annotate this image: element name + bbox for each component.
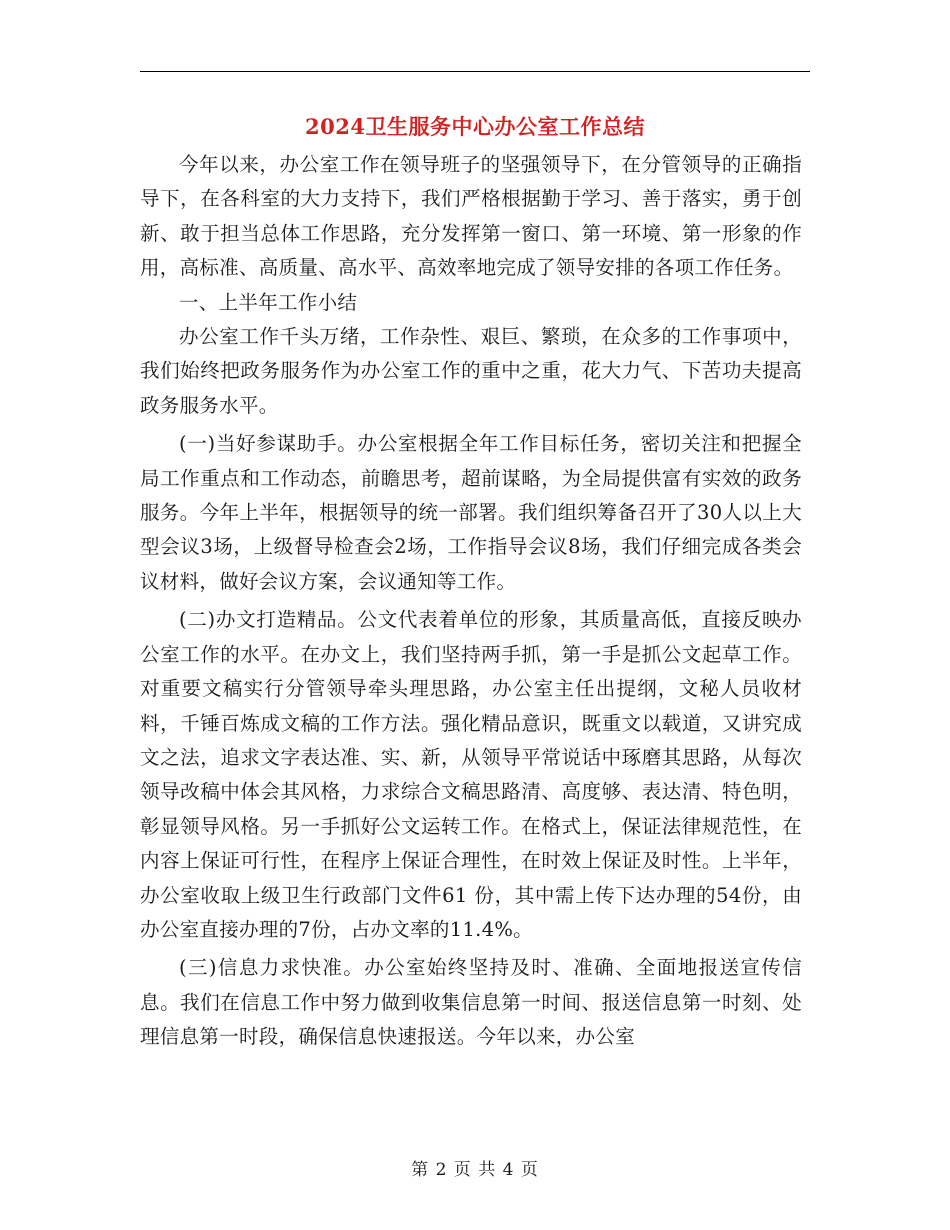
body-paragraph: (一)当好参谋助手。办公室根据全年工作目标任务，密切关注和把握全局工作重点和工作动态，前瞻思考，超前谋略，为全局提供富有实效的政务服务。今年上半年，根据领导的统一部署。我们组织筹备召开了30人以上大型会议3场，上级督导检查会2场，工作指导会议8场，我们仔细完成各类会议材料，做好会议方案，会议通知等工作。 — [140, 432, 802, 593]
body-paragraph: (二)办文打造精品。公文代表着单位的形象，其质量高低，直接反映办公室工作的水平。在办文上，我们坚持两手抓，第一手是抓公文起草工作。对重要文稿实行分管领导牵头理思路，办公室主任出提纲，文秘人员收材料，千锤百炼成文稿的工作方法。强化精品意识，既重文以载道，又讲究成文之法，追求文字表达准、实、新，从领导平常说话中琢磨其思路，从每次领导改稿中体会其风格，力求综合文稿思路清、高度够、表达清、特色明，彰显领导风格。另一手抓好公文运转工作。在格式上，保证法律规范性，在内容上保证可行性，在程序上保证合理性，在时效上保证及时性。上半年，办公室收取上级卫生行政部门文件61 份，其中需上传下达办理的54份，由办公室直接办理的7份，占办文率的11.4%。 — [140, 608, 802, 941]
page-number-footer: 第 2 页 共 4 页 — [411, 1160, 539, 1180]
document-title: 2024卫生服务中心办公室工作总结 — [305, 114, 645, 139]
section-heading: 一、上半年工作小结 — [179, 290, 358, 314]
body-paragraph: (三)信息力求快准。办公室始终坚持及时、准确、全面地报送宣传信息。我们在信息工作中努力做到收集信息第一时间、报送信息第一时刻、处理信息第一时段，确保信息快速报送。今年以来，办公室 — [140, 956, 802, 1049]
header-rule — [140, 71, 810, 72]
document-body — [140, 148, 802, 1055]
body-paragraph: 办公室工作千头万绪，工作杂性、艰巨、繁琐，在众多的工作事项中，我们始终把政务服务作为办公室工作的重中之重，花大力气、下苦功夫提高政务服务水平。 — [140, 325, 802, 417]
intro-paragraph: 今年以来，办公室工作在领导班子的坚强领导下，在分管领导的正确指导下，在各科室的大力支持下，我们严格根据勤于学习、善于落实，勇于创新、敢于担当总体工作思路，充分发挥第一窗口、第一环境、第一形象的作用，高标准、高质量、高水平、高效率地完成了领导安排的各项工作任务。 — [140, 153, 802, 280]
